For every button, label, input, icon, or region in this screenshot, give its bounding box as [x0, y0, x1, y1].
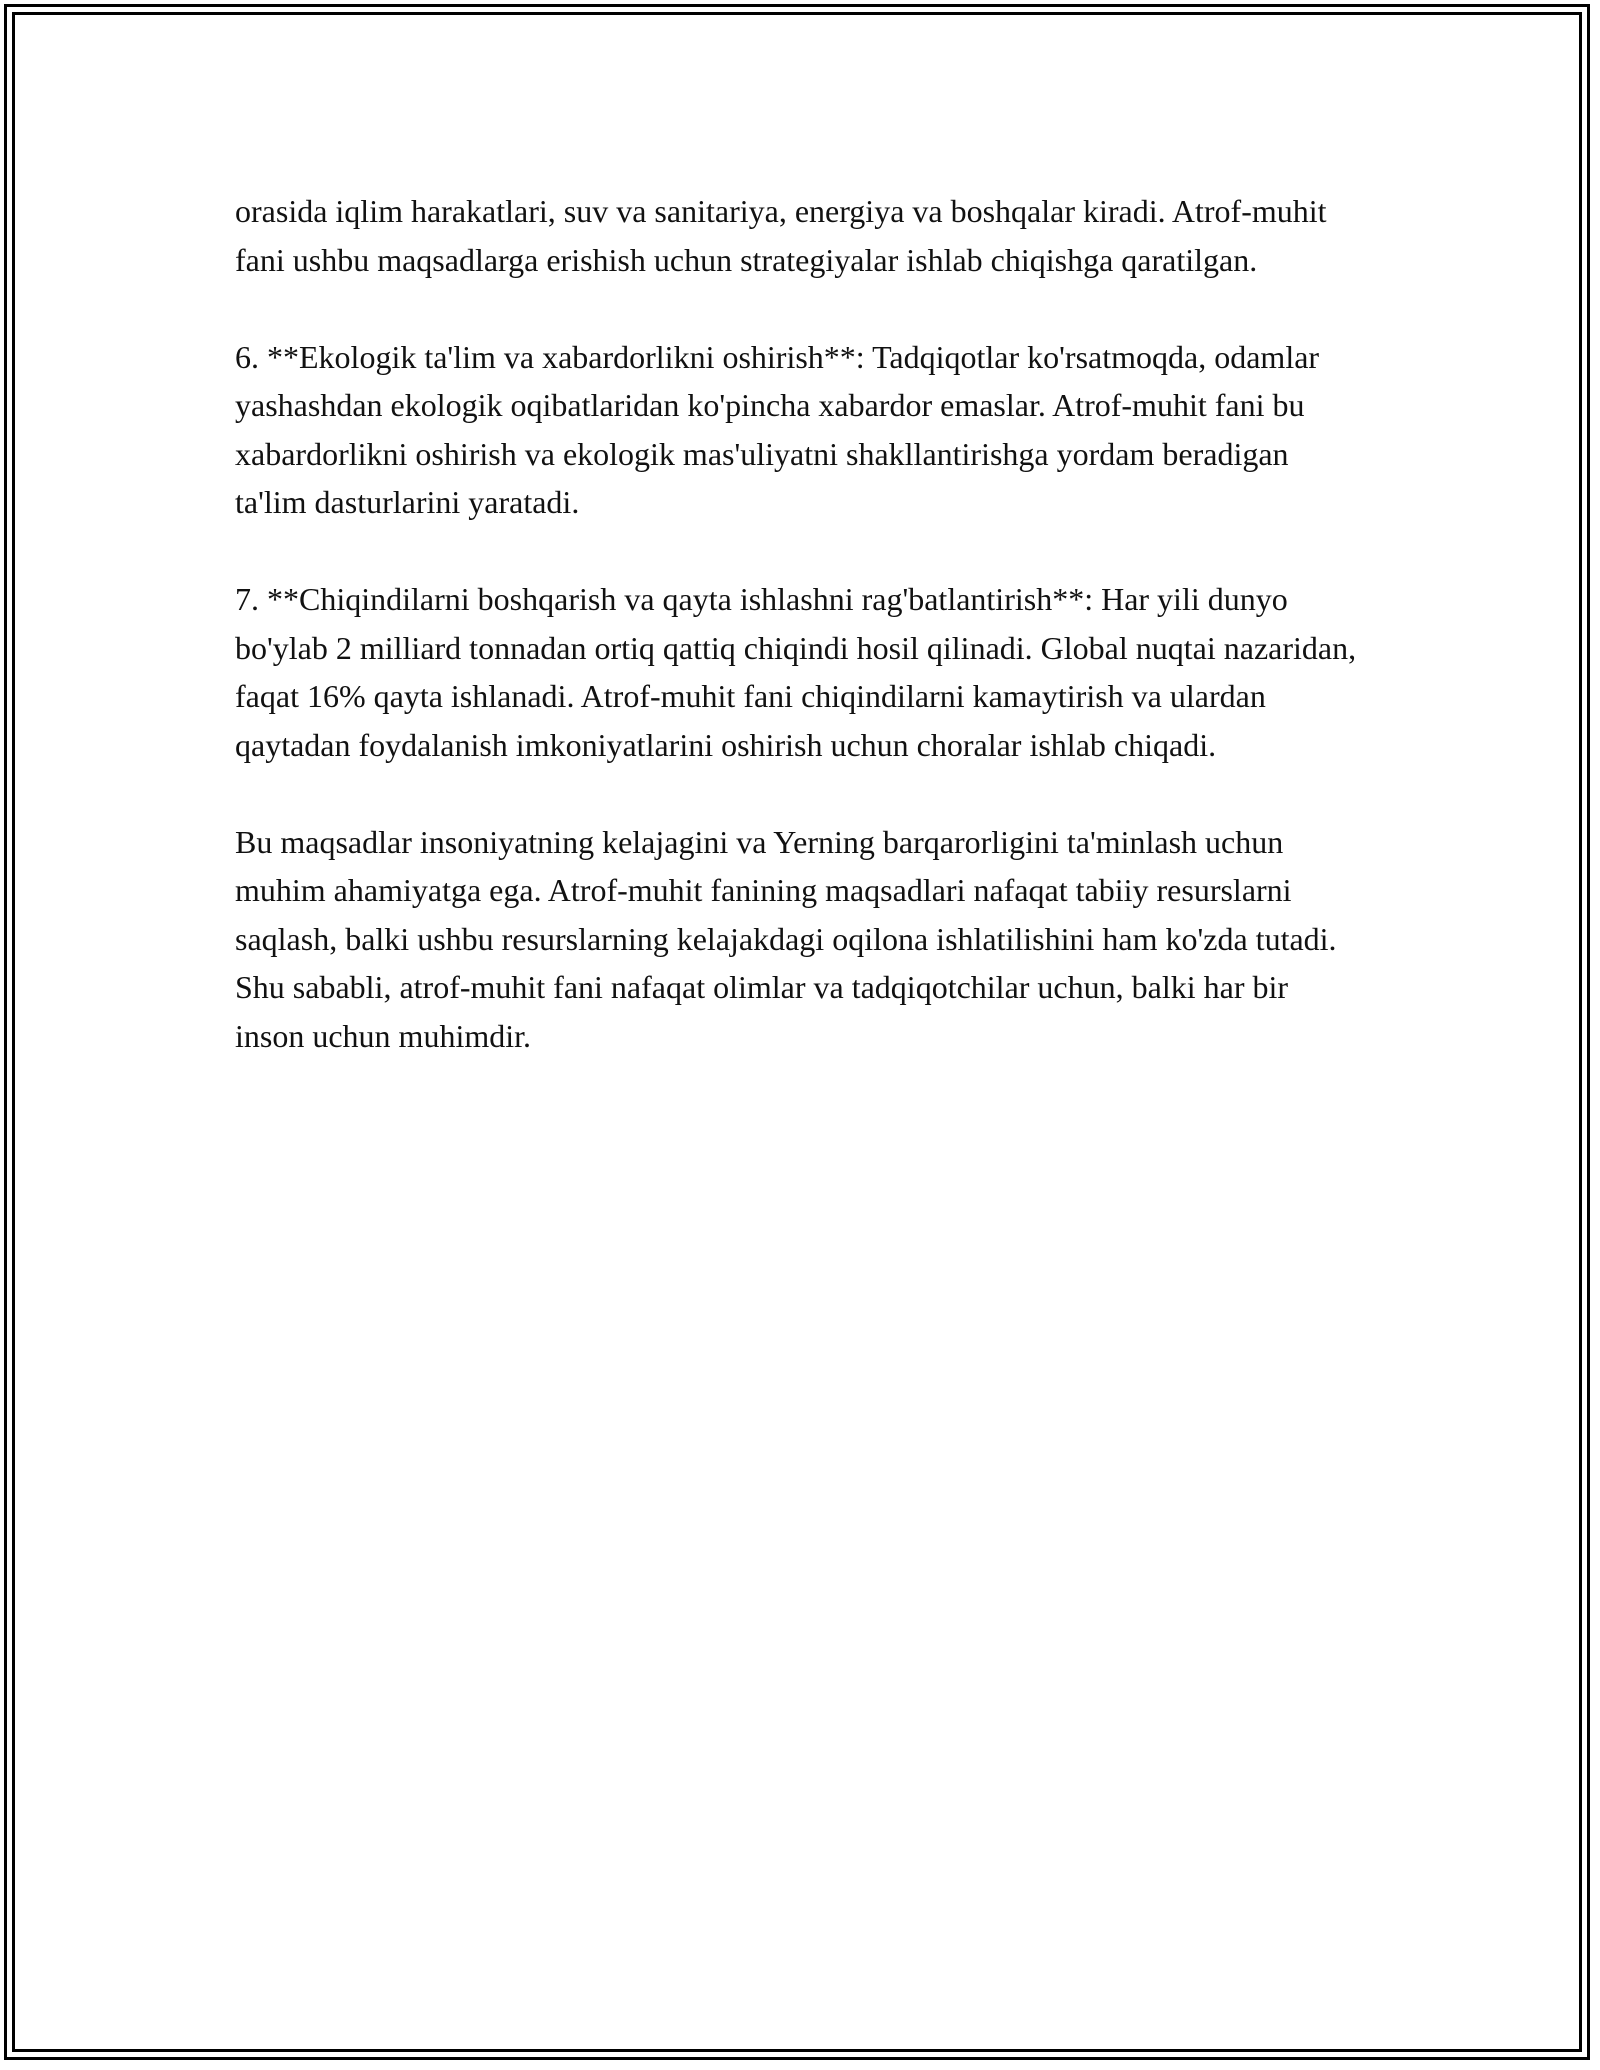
paragraph-item-7: 7. **Chiqindilarni boshqarish va qayta ishlashni rag'batlantirish**: Har yili dunyo bo'ylab 2 milliard tonnadan ortiq qattiq chiqindi hosil qilinadi. Global nuqtai nazaridan, faqat 16% qayta ishlanadi. Atrof-muhit fani chiqindilarni kamaytirish va ulardan qaytadan foydalanish imkoniyatlarini oshirish uchun choralar ishlab chiqadi. — [235, 581, 1357, 763]
paragraph-conclusion: Bu maqsadlar insoniyatning kelajagini va Yerning barqarorligini ta'minlash uchun muhim ahamiyatga ega. Atrof-muhit fanining maqsadlari nafaqat tabiiy resurslarni saqlash, balki ushbu resurslarning kelajakdagi oqilona ishlatilishini ham ko'zda tutadi. Shu sababli, atrof-muhit fani nafaqat olimlar va tadqiqotchilar uchun, balki har bir inson uchun muhimdir. — [235, 823, 1337, 1054]
document-body — [235, 187, 1365, 1109]
paragraph-item-6: 6. **Ekologik ta'lim va xabardorlikni oshirish**: Tadqiqotlar ko'rsatmoqda, odamlar yashashdan ekologik oqibatlaridan ko'pincha xabardor emaslar. Atrof-muhit fani bu xabardorlikni oshirish va ekologik mas'uliyatni shakllantirishga yordam beradigan ta'lim dasturlarini yaratadi. — [235, 338, 1320, 520]
paragraph-intro-continuation: orasida iqlim harakatlari, suv va sanitariya, energiya va boshqalar kiradi. Atrof-muhit fani ushbu maqsadlarga erishish uchun strategiyalar ishlab chiqishga qaratilgan. — [235, 193, 1327, 278]
